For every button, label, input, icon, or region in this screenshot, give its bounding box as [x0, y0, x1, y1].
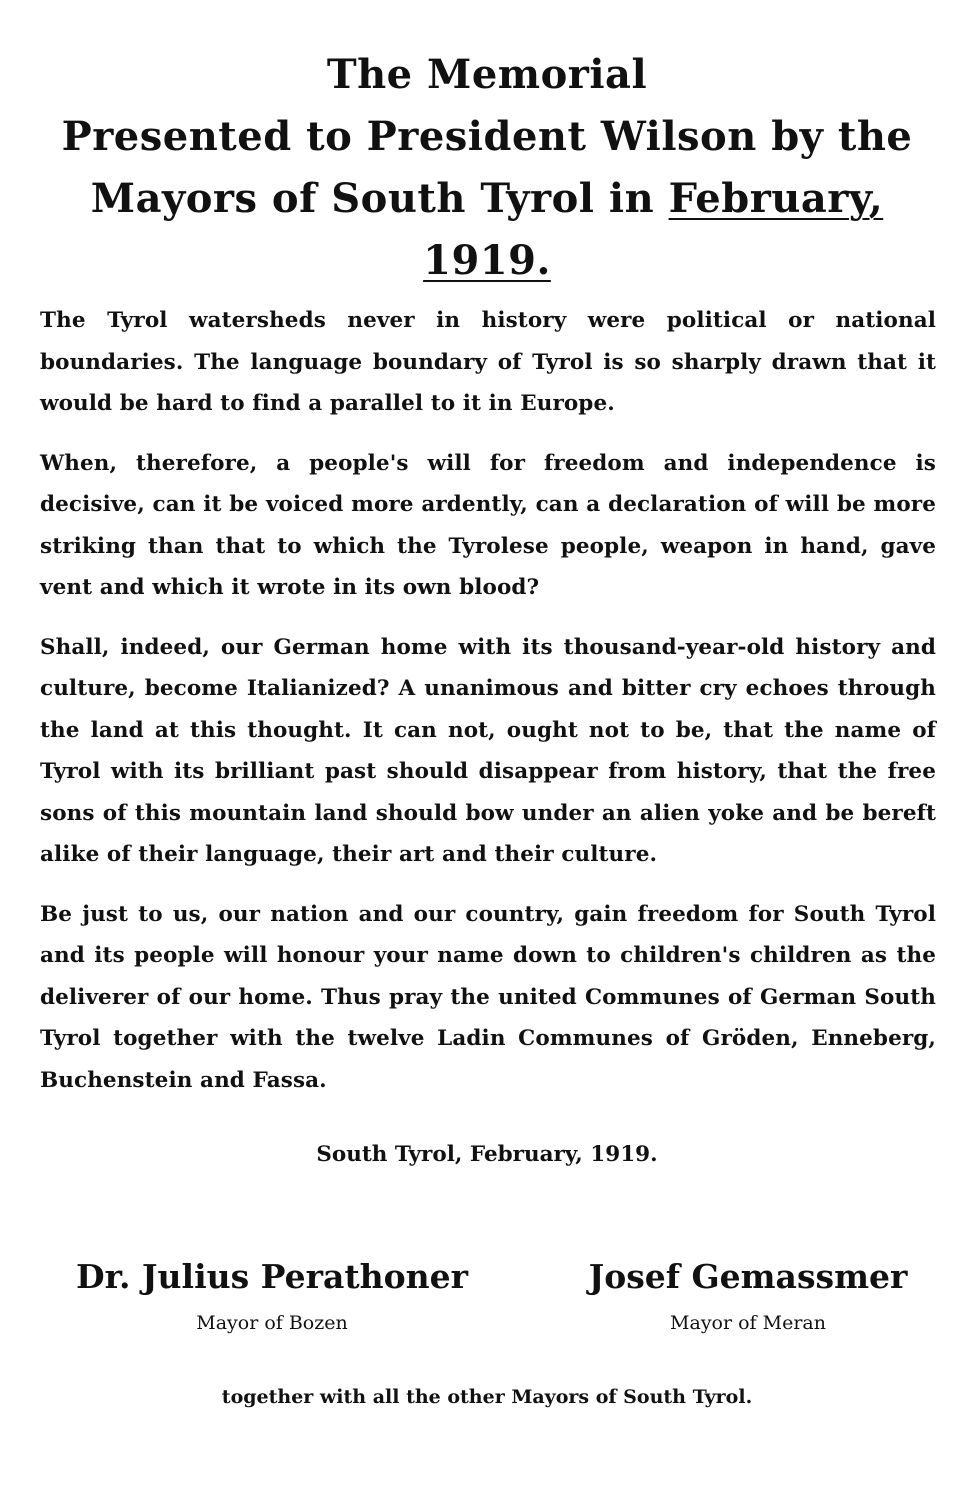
signatory-name: Josef Gemassmer — [588, 1257, 908, 1296]
signature-block-bozen — [62, 1254, 482, 1338]
paragraph-plea: Be just to us, our nation and our country, gain freedom for South Tyrol and its people will honour your name down to children's children as the deliverer of our home. Thus pray the united Communes of German South Tyrol together with the twelve Ladin Communes of Gröden, Enneberg, Buchenstein and Fassa. — [40, 901, 936, 1093]
footer-note: together with all the other Mayors of South Tyrol. — [221, 1386, 753, 1408]
paragraph-german-home: Shall, indeed, our German home with its thousand-year-old history and culture, become Italianized? A unanimous and bitter cry echoes through the land at this thought. It can not, ought not to be, that the name of Tyrol with its brilliant past should disappear from history, that the free sons of this mountain land should bow under an alien yoke and be bereft alike of their language, their art and their culture. — [40, 634, 936, 867]
memorial-title — [40, 44, 934, 292]
signatory-title: Mayor of Bozen — [196, 1312, 348, 1334]
title-date-underlined: February, 1919. — [423, 175, 884, 284]
paragraph-freedom: When, therefore, a people's will for freedom and independence is decisive, can it be voiced more ardently, can a declaration of will be more striking than that to which the Tyrolese people, weapon in hand, gave vent and which it wrote in its own blood? — [40, 450, 936, 600]
signatory-title: Mayor of Meran — [670, 1312, 826, 1334]
paragraph-watersheds: The Tyrol watersheds never in history were political or national boundaries. The language boundary of Tyrol is so sharply drawn that it would be hard to find a parallel to it in Europe. — [40, 308, 936, 416]
dateline: South Tyrol, February, 1919. — [316, 1142, 658, 1167]
memorial-body — [40, 300, 936, 1119]
signature-block-meran — [548, 1254, 948, 1338]
title-line-3-prefix: Mayors of South Tyrol in — [90, 175, 669, 222]
title-line-2: Presented to President Wilson by the — [61, 113, 913, 160]
title-line-3 — [40, 168, 934, 292]
title-line-1: The Memorial — [326, 51, 648, 98]
signatory-name: Dr. Julius Perathoner — [75, 1257, 468, 1296]
